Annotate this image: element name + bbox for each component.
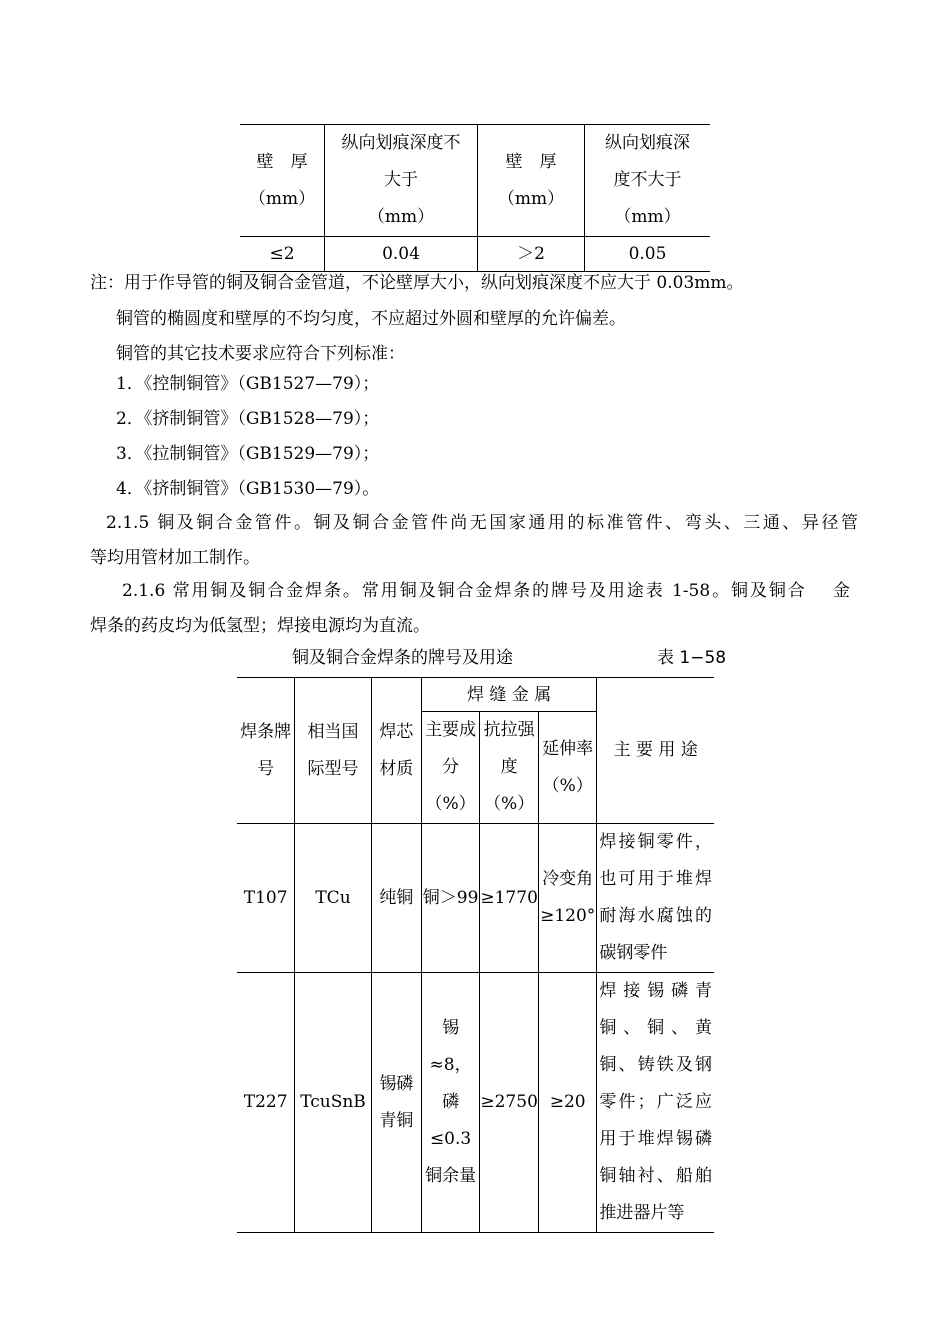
table-cell: ≤2	[240, 237, 325, 272]
header-unit: （mm）	[248, 188, 316, 209]
table-number: 表 1−58	[657, 648, 727, 668]
table-row	[237, 973, 714, 1233]
header-text: 壁 厚	[256, 151, 308, 172]
table-cell: ≥1770	[480, 824, 539, 973]
header-text: 壁 厚	[505, 151, 557, 172]
header-text: 度不大于	[613, 170, 682, 190]
section-2-1-5-line1: 2.1.5 铜及铜合金管件。铜及铜合金管件尚无国家通用的标准管件、弯头、三通、异径管	[106, 513, 858, 533]
table-header-row	[237, 678, 714, 712]
table-row	[237, 824, 714, 973]
note-text: 注：用于作导管的铜及铜合金管道，不论壁厚大小，纵向划痕深度不应大于 0.03mm。	[90, 273, 744, 293]
header-text: 纵向划痕深度不	[341, 133, 461, 153]
table-cell: T107	[237, 824, 295, 973]
header-text: 主要成分（%）	[425, 720, 477, 814]
list-item: 3．《拉制铜管》（GB1529—79）；	[116, 444, 380, 464]
header-core-material	[371, 678, 421, 824]
header-intl-type	[295, 678, 371, 824]
table-cell: ≥20	[539, 973, 597, 1233]
header-grade	[237, 678, 295, 824]
section-2-1-6-line2: 焊条的药皮均为低氢型；焊接电源均为直流。	[90, 616, 430, 636]
table-cell: 0.04	[325, 237, 478, 272]
header-unit: （mm）	[614, 207, 681, 227]
header-text: 纵向划痕深	[605, 133, 690, 153]
table-cell: 纯铜	[371, 824, 421, 973]
header-elongation	[539, 712, 597, 824]
header-text: 延伸率（%）	[542, 738, 594, 796]
scratch-depth-table	[240, 124, 710, 272]
list-item: 1．《控制铜管》（GB1527—79）；	[116, 374, 380, 394]
section-2-1-5-line2: 等均用管材加工制作。	[90, 548, 260, 568]
table-cell: T227	[237, 973, 295, 1233]
header-wall-thickness-2	[478, 125, 585, 237]
table-cell: ＞2	[478, 237, 585, 272]
table-cell: 锡≈8，磷≤0.3铜余量	[421, 973, 479, 1233]
header-main-use: 主 要 用 途	[597, 678, 714, 824]
table-cell: 锡磷青铜	[371, 973, 421, 1233]
table-cell: TCu	[295, 824, 371, 973]
header-scratch-depth-1	[325, 125, 478, 237]
table-cell: 0.05	[585, 237, 711, 272]
table-cell: 冷变角≥120°	[539, 824, 597, 973]
header-unit: （mm）	[497, 188, 565, 209]
header-scratch-depth-2	[585, 125, 711, 237]
section-2-1-6-line1: 2.1.6 常用铜及铜合金焊条。常用铜及铜合金焊条的牌号及用途表 1-58。铜及铜合 金	[122, 581, 850, 601]
table-cell: ≥2750	[480, 973, 539, 1233]
table-cell: 焊接铜零件，也可用于堆焊耐海水腐蚀的碳钢零件	[597, 824, 714, 973]
header-composition	[421, 712, 479, 824]
header-text: 大于	[384, 170, 418, 190]
paragraph-ellipticity: 铜管的椭圆度和壁厚的不均匀度，不应超过外圆和壁厚的允许偏差。	[116, 309, 626, 329]
paragraph-standards-intro: 铜管的其它技术要求应符合下列标准：	[116, 344, 405, 364]
table-header-row	[240, 125, 710, 237]
header-text: 焊条牌号	[240, 721, 292, 779]
table-row	[240, 237, 710, 272]
header-tensile	[480, 712, 539, 824]
table-cell: 铜＞99	[421, 824, 479, 973]
list-item: 2．《挤制铜管》（GB1528—79）；	[116, 409, 380, 429]
header-text: 焊芯材质	[379, 721, 414, 779]
header-wall-thickness-1	[240, 125, 325, 237]
header-weld-metal-group: 焊 缝 金 属	[421, 678, 596, 712]
welding-rod-table	[237, 677, 714, 1233]
header-text: 抗拉强度（%）	[483, 720, 535, 814]
header-text: 相当国际型号	[307, 721, 359, 779]
table-cell: TcuSnB	[295, 973, 371, 1233]
list-item: 4．《挤制铜管》（GB1530—79）。	[116, 479, 380, 499]
header-unit: （mm）	[367, 207, 435, 227]
table-cell: 焊接锡磷青铜、铜、黄铜、铸铁及钢零件；广泛应用于堆焊锡磷铜轴衬、船舶推进器片等	[597, 973, 714, 1233]
table-caption: 铜及铜合金焊条的牌号及用途	[292, 648, 513, 668]
